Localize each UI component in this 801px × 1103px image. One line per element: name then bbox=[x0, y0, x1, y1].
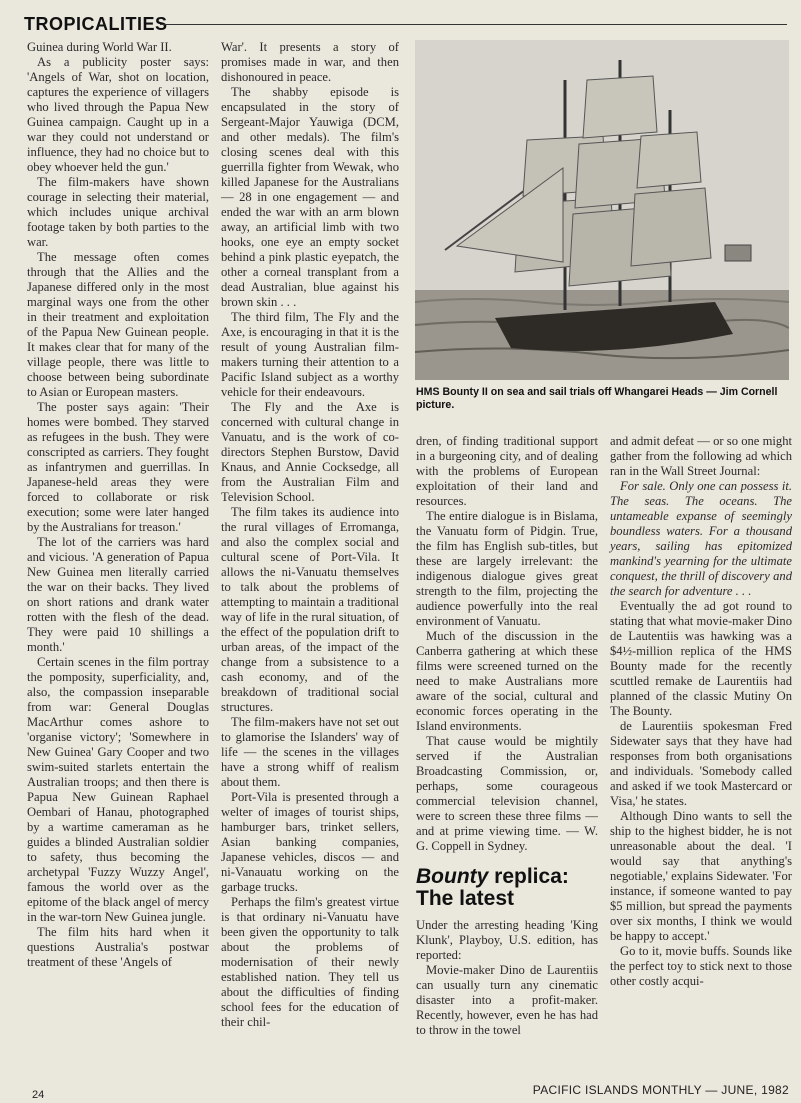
magazine-footer: PACIFIC ISLANDS MONTHLY — JUNE, 1982 bbox=[532, 1083, 789, 1097]
paragraph: The film takes its audience into the rural villages of Erromanga, and also the complex social and cultural scene of Port-Vila. It allows the ni-Vanuatu themselves to talk about the problems of attempting to maintain a traditional way of life in the rural situation, of the effect of the population drift to urban areas, of the impact of the change from a subsistence to a cash economy, and of the breakdown of traditional social structures. bbox=[221, 505, 399, 714]
photo-caption: HMS Bounty II on sea and sail trials off Whangarei Heads — Jim Cornell picture. bbox=[416, 386, 778, 411]
ship-photo bbox=[415, 40, 789, 380]
paragraph: Movie-maker Dino de Laurentiis can usually turn any cinematic disaster into a profit-maker. Recently, however, even he has had to throw in the towel bbox=[416, 963, 598, 1037]
column-3 bbox=[416, 434, 598, 1038]
paragraph: The entire dialogue is in Bislama, the Vanuatu form of Pidgin. True, the film has English sub-titles, but these are largely irrelevant: the indigenous dialogue gives great strength to the film, projecting the audience powerfully into the real environment of Vanuatu. bbox=[416, 509, 598, 628]
heading-rule bbox=[160, 24, 787, 25]
paragraph: That cause would be mightily served if the Australian Broadcasting Commission, or, perhaps, some courageous commercial television channel, were to screen these three films — and at prime viewing time. — W. G. Coppell in Sydney. bbox=[416, 734, 598, 853]
paragraph: Certain scenes in the film portray the pomposity, superficiality, and, also, the compassion inseparable from war: General Douglas MacArthur comes ashore to 'organise victory'; 'Somewhere in New Guinea' Gary Cooper and two swim-suited starlets entertain the Australian troops; and then there is Papua New Guinean Raphael Oembari of Hanau, photographed by a wartime cameraman as he guides a blinded Australian soldier to safety, thus becoming the archetypal 'Fuzzy Wuzzy Angel', famous the world over as the epitome of the black angel of mercy in the war-torn New Guinea jungle. bbox=[27, 655, 209, 924]
article-headline bbox=[416, 866, 598, 910]
paragraph: The film-makers have shown courage in selecting their material, which includes unique archival footage taken by both parties to the war. bbox=[27, 175, 209, 249]
tall-ship-illustration bbox=[415, 40, 789, 380]
paragraph: Under the arresting heading 'King Klunk', Playboy, U.S. edition, has reported: bbox=[416, 918, 598, 962]
paragraph: Perhaps the film's greatest virtue is that ordinary ni-Vanuatu have been given the opportunity to talk about the problems of modernisation of their newly established nation. They tell us about the difficulties of finding school fees for the education of their chil- bbox=[221, 895, 399, 1029]
paragraph: War'. It presents a story of promises made in war, and then dishonoured in peace. bbox=[221, 40, 399, 84]
paragraph: Go to it, movie buffs. Sounds like the perfect toy to stick next to those other costly acqui- bbox=[610, 944, 792, 988]
paragraph: Much of the discussion in the Canberra gathering at which these films were screened turned on the need to make Australians more aware of the social, cultural and economic forces operating in the Island environments. bbox=[416, 629, 598, 733]
paragraph: Guinea during World War II. bbox=[27, 40, 172, 54]
paragraph: The film-makers have not set out to glamorise the Islanders' way of life — the scenes in the villages have a strong whiff of realism about them. bbox=[221, 715, 399, 789]
page-number: 24 bbox=[32, 1089, 45, 1101]
paragraph: and admit defeat — or so one might gather from the following ad which ran in the Wall Street Journal: bbox=[610, 434, 792, 478]
paragraph: Eventually the ad got round to stating that what movie-maker Dino de Lautentiis was hawking was a $4½-million replica of the HMS Bounty made for the recently scuttled remake de Laurentiis had planned of the classic Mutiny On The Bounty. bbox=[610, 599, 792, 718]
headline-italic: Bounty bbox=[416, 865, 489, 888]
paragraph: dren, of finding traditional support in a burgeoning city, and of dealing with the problems of European exploitation of their land and resources. bbox=[416, 434, 598, 508]
paragraph: Port-Vila is presented through a welter of images of tourist ships, hamburger bars, trinket sellers, Asian banking companies, Japanese vehicles, discos — and ni-Vanauatu working on the garbage trucks. bbox=[221, 790, 399, 894]
column-1 bbox=[27, 40, 209, 970]
paragraph: The lot of the carriers was hard and vicious. 'A generation of Papua New Guinea men literally carried the war on their backs. They lived on short rations and drank water rotten with the flesh of the dead. They were paid 10 shillings a month.' bbox=[27, 535, 209, 654]
ad-quote: For sale. Only one can possess it. The seas. The oceans. The untameable expanse of seemingly boundless waters. For a thousand years, sailing has epitomized mankind's yearning for the ultimate conquest, the thrill of discovery and the search for adventure . . . bbox=[610, 479, 792, 598]
column-4 bbox=[610, 434, 792, 989]
headline-text: replica: The latest bbox=[416, 865, 569, 910]
paragraph: The poster says again: 'Their homes were bombed. They starved as refugees in the bush. They were conscripted as carriers. They fought as infantrymen and guerrillas. In Japanese-held areas they were forced to collaborate or risk execution; some were later hanged by the Australians for treason.' bbox=[27, 400, 209, 534]
paragraph: The shabby episode is encapsulated in the story of Sergeant-Major Yauwiga (DCM, and other medals). The film's closing scenes deal with this guerrilla fighter from Wewak, who killed Japanese for the Australians — 28 in one engagement — and ended the war with an arm blown away, an artificial limb with two hooks, one eye an empty socket behind a pink plastic eyepatch, the other a corneal transplant from a dead Australian, blue against his brown skin . . . bbox=[221, 85, 399, 309]
column-2 bbox=[221, 40, 399, 1030]
paragraph: The message often comes through that the Allies and the Japanese differed only in the most marginal ways one from the other in their treatment and exploitation of the Papua New Guinean people. It makes clear that for many of the village people, there was little to choose between being subordinate to Asian or European masters. bbox=[27, 250, 209, 399]
section-heading: TROPICALITIES bbox=[24, 14, 168, 34]
paragraph: The third film, The Fly and the Axe, is encouraging in that it is the result of young Australian film-makers turning their attention to a Pacific Island subject as a worthy vehicle for their endeavours. bbox=[221, 310, 399, 399]
paragraph: Although Dino wants to sell the ship to the highest bidder, he is not unreasonable about the deal. 'I would say that anything's negotiable,' explains Sidewater. 'For instance, if someone wanted to pay $5 million, but spread the payments over six months, I think we would be happy to accept.' bbox=[610, 809, 792, 943]
paragraph: The Fly and the Axe is concerned with cultural change in Vanuatu, and is the work of co-directors Stephen Burstow, David Knaus, and Annie Cocksedge, all from the Australian Film and Television School. bbox=[221, 400, 399, 504]
paragraph: As a publicity poster says: 'Angels of War, shot on location, captures the experience of villagers who lived through the Papua New Guinea campaign. Caught up in a war they could not understand or influence, they had no choice but to obey whoever held the gun.' bbox=[27, 55, 209, 174]
paragraph: The film hits hard when it questions Australia's postwar treatment of these 'Angels of bbox=[27, 925, 209, 969]
paragraph: de Laurentiis spokesman Fred Sidewater says that they have had responses from both organisations and individuals. 'Somebody called and asked if we took Mastercard or Visa,' he states. bbox=[610, 719, 792, 808]
